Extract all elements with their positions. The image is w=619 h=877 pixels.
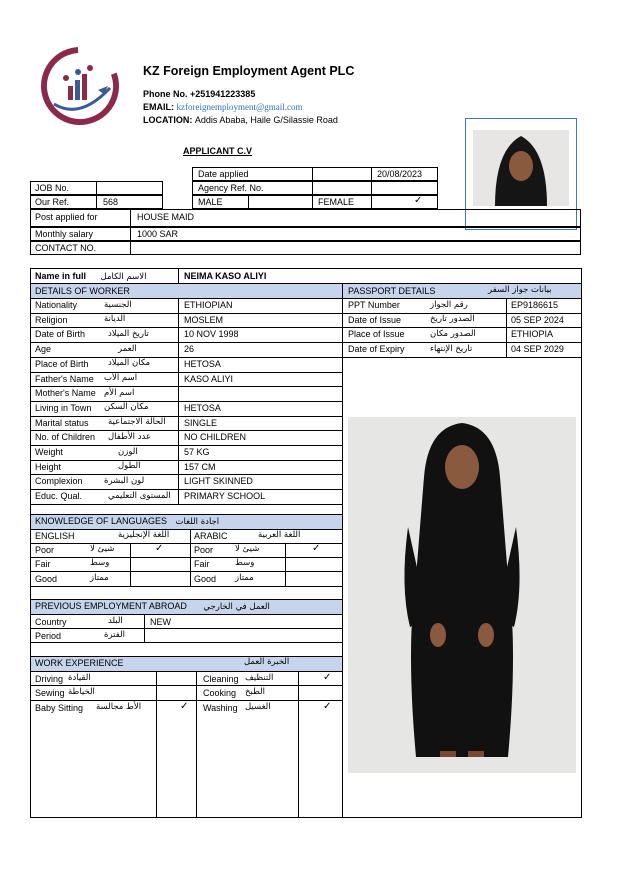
experience-skill-label-ar: الأط مجالسة [96, 702, 142, 712]
worker-col-divider [178, 298, 179, 504]
experience-skill-label-ar: الخياطة [68, 687, 95, 697]
english-level-label-ar: شيئ لا [90, 544, 115, 554]
worker-field-label-ar: الجنسية [104, 299, 132, 310]
company-phone: Phone No. +251941223385 [143, 89, 256, 99]
female-check-icon: ✓ [414, 195, 423, 206]
worker-row-divider [30, 430, 342, 431]
worker-row-divider [30, 401, 342, 402]
our-ref-value: 568 [103, 197, 119, 207]
passport-field-label-ar: الصدور مكان [430, 328, 476, 339]
worker-row-divider [30, 460, 342, 461]
passport-col-divider [506, 298, 507, 357]
contact-label: CONTACT NO. [35, 243, 97, 253]
experience-skill-label-ar: القيادة [68, 673, 91, 683]
worker-row-divider [30, 445, 342, 446]
arabic-level-label-ar: ممتاز [235, 572, 254, 583]
arabic-level-label-ar: وسط [235, 558, 255, 569]
worker-field-label-ar: العمر [118, 343, 137, 354]
cv-title: APPLICANT C.V [183, 146, 253, 156]
arabic-level-label: Fair [194, 559, 210, 570]
worker-row-divider [30, 313, 342, 314]
post-value: HOUSE MAID [137, 212, 195, 222]
arabic-label-ar: اللغة العربية [258, 530, 301, 540]
worker-row-divider [30, 372, 342, 373]
experience-skill-label: Sewing [35, 688, 65, 698]
worker-row-divider [30, 416, 342, 417]
worker-field-value: SINGLE [184, 417, 218, 428]
arabic-level-label: Poor [194, 545, 214, 555]
worker-field-label: Weight [35, 447, 63, 457]
worker-row-divider [30, 327, 342, 328]
agency-ref-label: Agency Ref. No. [198, 183, 264, 193]
arabic-label: ARABIC [194, 531, 228, 541]
experience-skill-label-ar: التنظيف [245, 673, 274, 683]
worker-field-label: Marital status [35, 417, 89, 428]
experience-skill-label: Cleaning [203, 674, 239, 684]
worker-row-divider [30, 342, 342, 343]
salary-label: Monthly salary [35, 229, 94, 239]
country-value: NEW [150, 617, 171, 627]
worker-field-label: Age [35, 344, 52, 355]
worker-field-label: Mother's Name [35, 388, 96, 399]
worker-row-divider [30, 386, 342, 387]
english-label: ENGLISH [35, 531, 75, 541]
worker-field-value: HETOSA [184, 402, 221, 413]
worker-field-label-ar: الحالة الاجتماعية [108, 417, 166, 428]
experience-skill-check-icon: ✓ [323, 672, 332, 683]
worker-row-divider [30, 504, 342, 505]
passport-field-label: Date of Issue [348, 314, 402, 325]
worker-field-label: Place of Birth [35, 358, 89, 369]
passport-row-divider [342, 357, 582, 358]
experience-skill-label: Driving [35, 674, 64, 684]
experience-skill-label-ar: الغسيل [245, 702, 271, 712]
passport-field-label: PPT Number [348, 300, 400, 310]
worker-field-value: KASO ALIYI [184, 373, 234, 384]
worker-field-value: 57 KG [184, 447, 210, 457]
worker-field-label: Living in Town [35, 402, 92, 413]
worker-row-divider [30, 489, 342, 490]
company-email: EMAIL: kzforeignemployment@gmail.com [143, 102, 303, 112]
worker-field-label-ar: الديانة [104, 314, 126, 325]
worker-field-label: Date of Birth [35, 329, 86, 340]
post-row [30, 209, 581, 227]
passport-details-title: PASSPORT DETAILS [348, 286, 436, 296]
passport-field-label-ar: تاريخ الإنتهاء [430, 343, 473, 354]
english-level-label-ar: ممتاز [90, 572, 109, 583]
english-level-label: Fair [35, 559, 51, 570]
passport-details-title-ar: بيانات جواز السفر [488, 285, 552, 295]
english-level-check-icon: ✓ [155, 543, 164, 554]
contact-row [30, 241, 581, 255]
salary-value: 1000 SAR [137, 229, 179, 239]
experience-skill-check-icon: ✓ [323, 701, 332, 712]
passport-field-label: Place of Issue [348, 329, 405, 340]
worker-field-label: Nationality [35, 300, 78, 310]
worker-field-value: 157 CM [184, 461, 216, 472]
company-location: LOCATION: Addis Ababa, Haile G/Silassie Road [143, 115, 338, 125]
experience-skill-label: Baby Sitting [35, 703, 84, 713]
passport-field-label-ar: الصدور تاريخ [430, 314, 475, 325]
languages-title: KNOWLEDGE OF LANGUAGES اجادة اللغات [35, 516, 220, 527]
worker-field-label-ar: الطول [118, 461, 141, 472]
salary-row [30, 227, 581, 241]
country-label: Country [35, 617, 67, 627]
previous-employment-title: PREVIOUS EMPLOYMENT ABROAD العمل في الخارجي [35, 601, 270, 612]
company-name: KZ Foreign Employment Agent PLC [143, 64, 355, 78]
job-no-label: JOB No. [35, 183, 70, 193]
worker-field-label: Complexion [35, 476, 83, 487]
arabic-level-check-icon: ✓ [312, 543, 321, 554]
worker-field-value: HETOSA [184, 358, 221, 369]
worker-field-label-ar: عدد الأطفال [108, 431, 152, 442]
english-label-ar: اللغة الإنجليزية [118, 530, 170, 540]
experience-skill-label-ar: الطبخ [245, 687, 265, 697]
worker-field-label-ar: تاريخ الميلاد [108, 328, 149, 339]
name-label: Name in full الاسم الكامل [35, 271, 147, 282]
worker-field-value: ETHIOPIAN [184, 300, 233, 310]
passport-field-value: ETHIOPIA [511, 329, 554, 340]
worker-row-divider [30, 357, 342, 358]
passport-field-label-ar: رقم الجواز [430, 299, 468, 310]
worker-field-label: Height [35, 461, 62, 472]
worker-field-label: No. of Children [35, 432, 96, 443]
worker-field-value: 10 NOV 1998 [184, 329, 239, 340]
worker-field-label-ar: اسم الأب [104, 373, 138, 383]
english-level-label-ar: وسط [90, 558, 110, 569]
company-logo [40, 46, 120, 126]
date-applied-label: Date applied [198, 169, 249, 179]
passport-field-value: EP9186615 [511, 300, 559, 310]
passport-photo [473, 130, 569, 206]
work-experience-title: WORK EXPERIENCE [35, 658, 124, 668]
worker-field-value: MOSLEM [184, 314, 224, 325]
name-value: NEIMA KASO ALIYI [184, 271, 267, 281]
worker-field-value: PRIMARY SCHOOL [184, 491, 266, 502]
experience-skill-label: Washing [203, 703, 238, 713]
worker-field-label: Religion [35, 314, 68, 325]
worker-field-label: Educ. Qual. [35, 491, 83, 502]
full-body-photo [348, 417, 576, 773]
worker-field-label-ar: لون البشرة [104, 475, 145, 486]
post-label: Post applied for [35, 212, 98, 222]
worker-field-label-ar: الوزن [118, 446, 138, 457]
worker-field-label-ar: مكان الميلاد [108, 358, 151, 369]
date-applied-value: 20/08/2023 [377, 169, 423, 179]
worker-field-value: LIGHT SKINNED [184, 476, 253, 487]
worker-details-title: DETAILS OF WORKER [35, 286, 130, 296]
experience-skill-check-icon: ✓ [180, 701, 189, 712]
country-label-ar: البلد [108, 616, 123, 626]
our-ref-label: Our Ref. [35, 197, 70, 207]
english-level-label: Poor [35, 545, 55, 555]
arabic-level-label: Good [194, 573, 217, 584]
worker-field-label-ar: اسم الأم [104, 387, 135, 398]
experience-skill-label: Cooking [203, 688, 237, 698]
passport-field-value: 05 SEP 2024 [511, 314, 564, 325]
male-label: MALE [198, 197, 223, 207]
english-level-label: Good [35, 573, 58, 584]
passport-field-label: Date of Expiry [348, 344, 405, 355]
work-experience-title-ar: الخبرة العمل [244, 657, 290, 667]
worker-field-value: 26 [184, 344, 195, 355]
period-label: Period [35, 631, 62, 641]
period-label-ar: الفترة [104, 630, 125, 640]
passport-field-value: 04 SEP 2029 [511, 344, 564, 355]
gender-row [192, 195, 438, 209]
worker-field-label-ar: المستوى التعليمي [108, 490, 171, 501]
female-label: FEMALE [318, 197, 355, 207]
worker-field-value: NO CHILDREN [184, 432, 247, 443]
worker-field-label-ar: مكان السكن [104, 402, 149, 413]
worker-field-label: Father's Name [35, 373, 94, 384]
arabic-level-label-ar: شيئ لا [235, 544, 260, 554]
worker-row-divider [30, 474, 342, 475]
